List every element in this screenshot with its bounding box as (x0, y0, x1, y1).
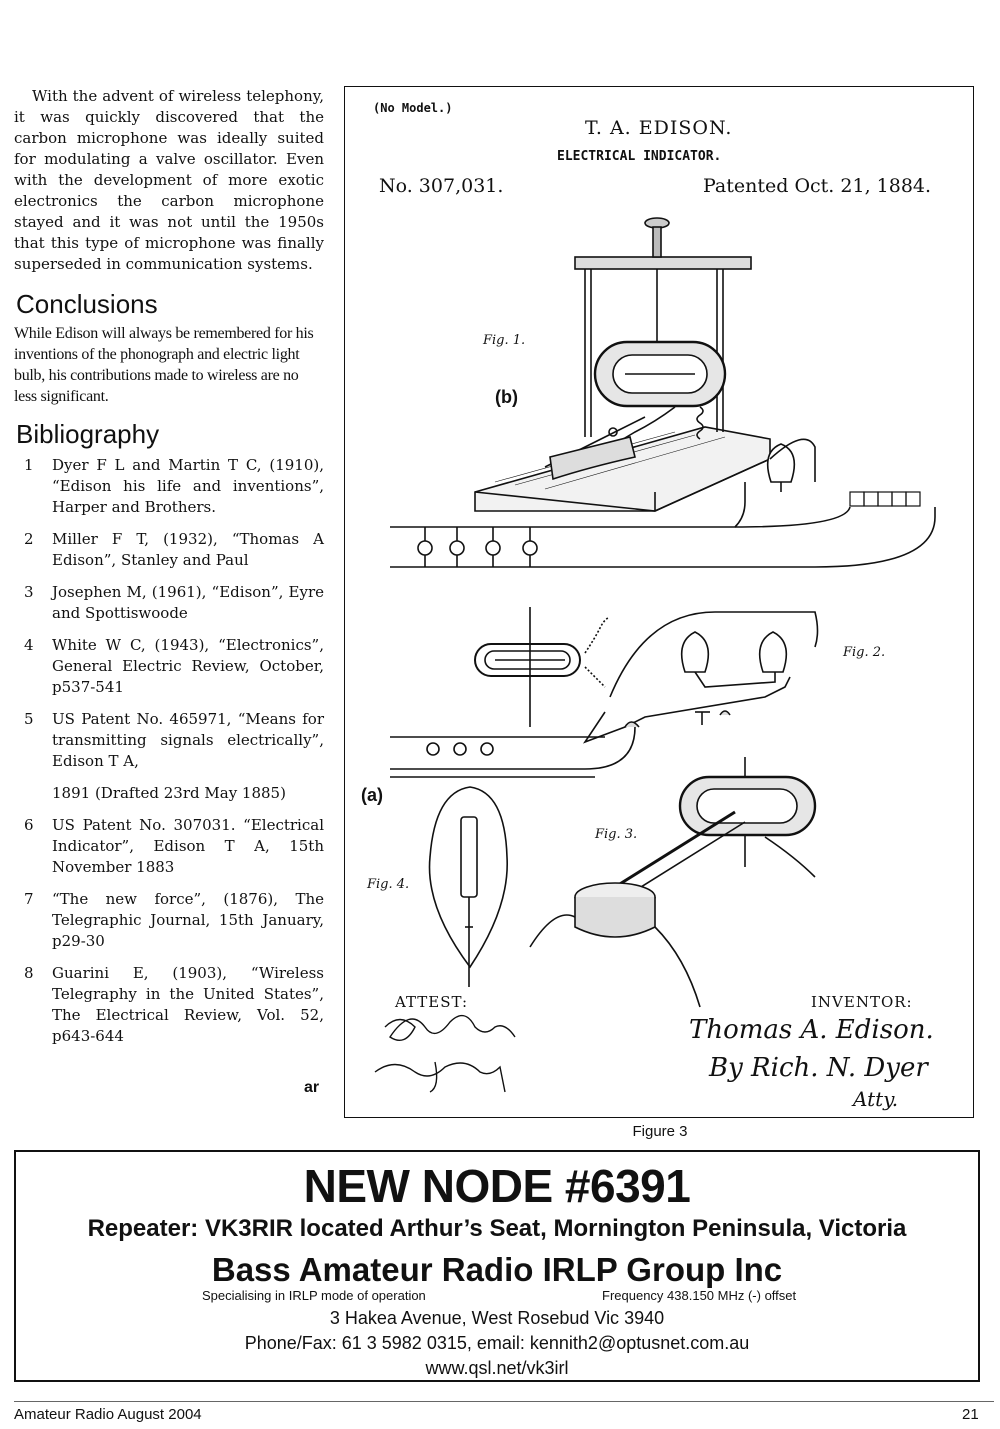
signature-drawings (375, 1016, 515, 1092)
bibliography-item (14, 529, 324, 571)
bibliography-item (14, 963, 324, 1047)
bibliography-item (14, 582, 324, 624)
patent-invention-title: ELECTRICAL INDICATOR. (557, 149, 722, 164)
patent-inventor-name: T. A. EDISON. (585, 117, 733, 139)
bibliography-heading: Bibliography (16, 419, 160, 449)
patent-no-model: (No Model.) (373, 101, 453, 115)
bibliography-item (14, 889, 324, 952)
end-mark: ar (304, 1079, 320, 1096)
bibliography-item-number: 3 (24, 583, 34, 601)
bibliography-item-text: US Patent No. 307031. “Electrical Indicator”, Edison T A, 15th November 1883 (52, 816, 324, 876)
bibliography-list (14, 455, 324, 1047)
bibliography-item-number: 6 (24, 816, 34, 834)
bibliography-item-text: Josephen M, (1961), “Edison”, Eyre and Spottiswoode (52, 583, 324, 622)
bibliography-item-number: 2 (24, 530, 34, 548)
footer-rule (14, 1401, 994, 1402)
left-column (14, 86, 324, 1058)
bibliography-item (14, 455, 324, 518)
patent-attest-label: ATTEST: (395, 993, 469, 1011)
bibliography-item (14, 709, 324, 804)
patent-date: Patented Oct. 21, 1884. (703, 175, 932, 197)
figure-label-a: (a) (361, 785, 383, 805)
bibliography-item-text: White W C, (1943), “Electronics”, General Electric Review, October, p537-541 (52, 636, 324, 696)
bibliography-item-number: 8 (24, 964, 34, 982)
footer-publication: Amateur Radio August 2004 (14, 1406, 202, 1423)
bibliography-item-number: 7 (24, 890, 34, 908)
bibliography-item-text: “The new force”, (1876), The Telegraphic Journal, 15th January, p29-30 (52, 890, 324, 950)
bibliography-item-text: Guarini E, (1903), “Wireless Telegraphy in the United States”, The Electrical Review, Vol. 52, p643-644 (52, 964, 324, 1045)
fig4-drawing (430, 787, 508, 987)
ad-address: 3 Hakea Avenue, West Rosebud Vic 3940 (329, 1308, 665, 1328)
fig3-drawing (530, 757, 815, 1007)
fig3-label: Fig. 3. (595, 827, 638, 842)
ad-website: www.qsl.net/vk3irl (425, 1358, 569, 1378)
fig2-drawing (390, 607, 818, 777)
ad-frequency: Frequency 438.150 MHz (-) offset (602, 1288, 797, 1303)
bibliography-item-number: 1 (24, 456, 34, 474)
bibliography-item-number: 5 (24, 710, 34, 728)
fig1-drawing (390, 218, 935, 567)
fig1-label: Fig. 1. (483, 333, 526, 348)
fig2-label: Fig. 2. (843, 645, 886, 660)
signature-atty: Atty. (853, 1087, 899, 1111)
patent-drawing (345, 87, 974, 1118)
patent-number: No. 307,031. (379, 175, 504, 197)
signature-inventor: Thomas A. Edison. (689, 1015, 934, 1045)
ad-group-name: Bass Amateur Radio IRLP Group Inc (211, 1251, 783, 1288)
fig4-label: Fig. 4. (367, 877, 410, 892)
ad-contact: Phone/Fax: 61 3 5982 0315, email: kennith2@optusnet.com.au (244, 1333, 750, 1353)
figure-label-b: (b) (495, 387, 518, 407)
footer-page-number: 21 (962, 1406, 979, 1423)
bibliography-item-number: 4 (24, 636, 34, 654)
bibliography-item (14, 635, 324, 698)
advertisement-box (14, 1150, 980, 1382)
ad-specialising: Specialising in IRLP mode of operation (202, 1288, 426, 1303)
signature-attorney: By Rich. N. Dyer (709, 1053, 928, 1083)
ad-repeater-line: Repeater: VK3RIR located Arthur’s Seat, Mornington Peninsula, Victoria (87, 1215, 907, 1242)
bibliography-item-extra: 1891 (Drafted 23rd May 1885) (52, 784, 286, 802)
bibliography-item-text: US Patent No. 465971, “Means for transmitting signals electrically”, Edison T A, (52, 710, 324, 770)
patent-inventor-label: INVENTOR: (811, 993, 913, 1011)
figure-caption: Figure 3 (632, 1123, 688, 1140)
conclusions-paragraph: While Edison will always be remembered for his inventions of the phonograph and electric light bulb, his contributions made to wireless are no less significant. (14, 325, 314, 405)
bibliography-item-text: Dyer F L and Martin T C, (1910), “Edison his life and inventions”, Harper and Brothers. (52, 456, 324, 516)
conclusions-heading: Conclusions (16, 289, 158, 319)
patent-figure (344, 86, 974, 1118)
intro-paragraph: With the advent of wireless telephony, it was quickly discovered that the carbon microphone was ideally suited for modulating a valve oscillator. Even with the development of more exotic electronics the carbon microphone stayed and it was not until the 1950s that this type of microphone was finally superseded in communication systems. (14, 87, 324, 273)
ad-details-row (16, 1288, 978, 1306)
bibliography-item (14, 815, 324, 878)
bibliography-item-text: Miller F T, (1932), “Thomas A Edison”, Stanley and Paul (52, 530, 324, 569)
ad-title: NEW NODE #6391 (303, 1160, 691, 1212)
